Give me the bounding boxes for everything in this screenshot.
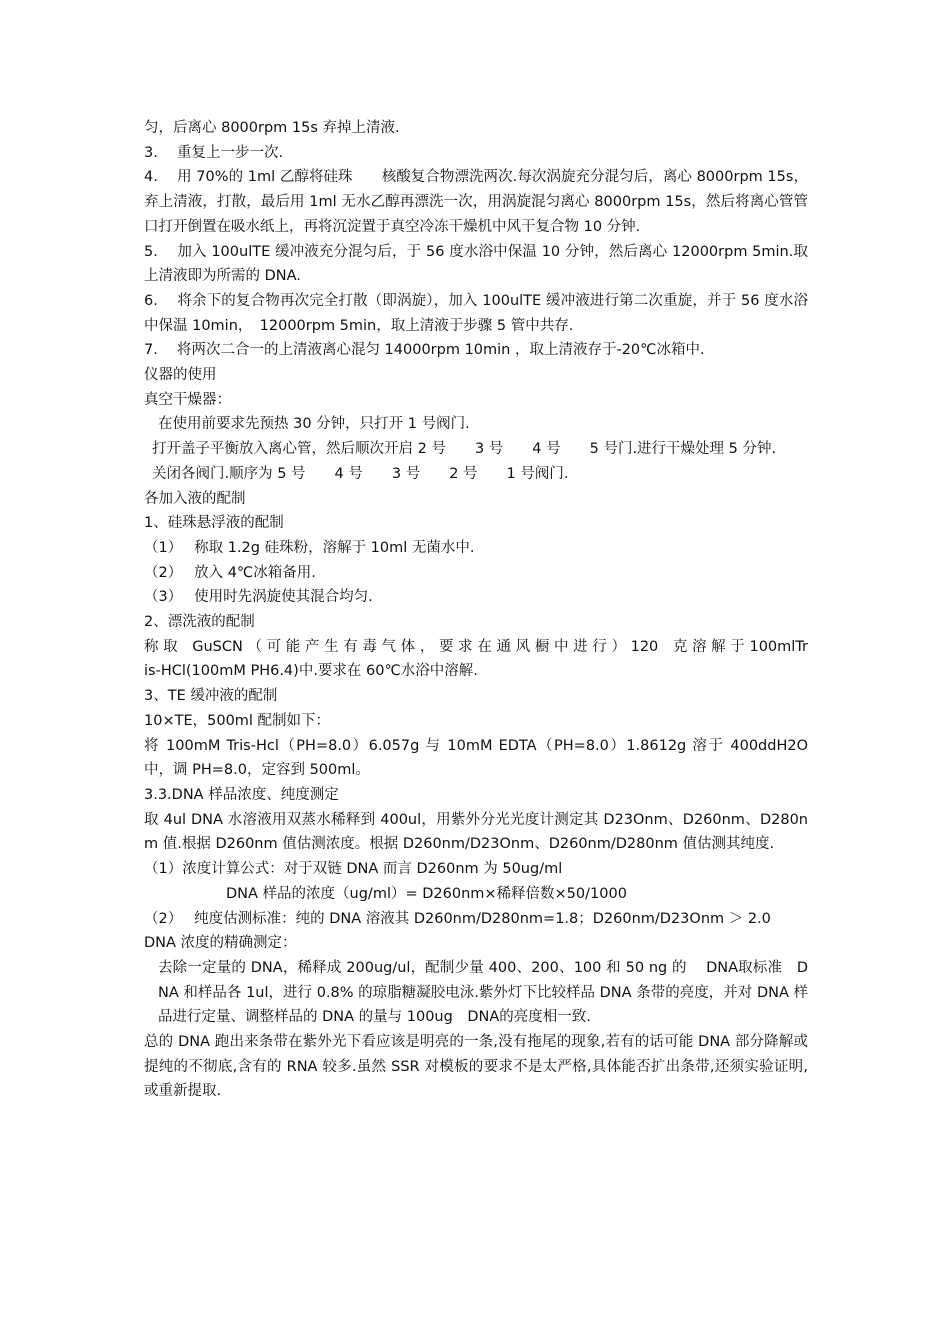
- step-5: 5. 加入 100ulTE 缓冲液充分混匀后，于 56 度水浴中保温 10 分钟，然后离心 12000rpm 5min.取上清液即为所需的 DNA.: [144, 243, 808, 285]
- silica-step-2: （2） 放入 4℃冰箱备用.: [144, 564, 316, 581]
- wash-solution-text: 称 取 GuSCN （ 可 能 产 生 有 毒 气 体 ， 要 求 在 通 风 橱 中 进 行 ） 120 克 溶 解 于 100mlTris-HCl(100mM PH6.4)中.要求在 60℃水浴中溶解.: [144, 638, 808, 680]
- subheading-wash-solution: 2、漂洗液的配制: [144, 614, 255, 631]
- step-4: 4. 用 70%的 1ml 乙醇将硅珠 核酸复合物漂洗两次.每次涡旋充分混匀后，离心 8000rpm 15s，弃上清液，打散，最后用 1ml 无水乙醇再漂洗一次，用涡旋混匀离心 8000rpm 15s，然后将离心管管口打开倒置在吸水纸上，再将沉淀置于真空冷冻干燥机中风干复合物 10 分钟.: [144, 169, 808, 235]
- paragraph-1: 匀，后离心 8000rpm 15s 弃掉上清液.: [144, 120, 400, 136]
- formula-intro: （1）浓度计算公式：对于双链 DNA 而言 D260nm 为 50ug/ml: [144, 861, 563, 878]
- step-7: 7. 将两次二合一的上清液离心混匀 14000rpm 10min ，取上清液存于-20℃冰箱中.: [144, 342, 705, 359]
- silica-step-3: （3） 使用时先涡旋使其混合均匀.: [144, 589, 373, 606]
- dryer-instruction-2: 打开盖子平衡放入离心管，然后顺次开启 2 号 3 号 4 号 5 号门.进行干燥处理 5 分钟.: [152, 441, 777, 458]
- dryer-instruction-3: 关闭各阀门.顺序为 5 号 4 号 3 号 2 号 1 号阀门.: [152, 465, 569, 482]
- subheading-vacuum-dryer: 真空干燥器：: [144, 391, 231, 408]
- step-6: 6. 将余下的复合物再次完全打散（即涡旋），加入 100ulTE 缓冲液进行第二次重旋，并于 56 度水浴中保温 10min， 12000rpm 5min，取上清液于步骤 5 管中共存.: [144, 292, 808, 334]
- subheading-precise-measurement: DNA 浓度的精确测定：: [144, 935, 297, 952]
- precise-measurement-text: 去除一定量的 DNA，稀释成 200ug/ul，配制少量 400、200、100 和 50 ng 的 DNA取标准 DNA 和样品各 1ul，进行 0.8% 的琼脂糖凝胶电泳.紫外灯下比较样品 DNA 条带的亮度，并对 DNA 样品进行定量、调整样品的 DNA 的量与 100ug DNA的亮度相一致.: [158, 959, 808, 1026]
- dryer-instruction-1: 在使用前要求先预热 30 分钟，只打开 1 号阀门.: [158, 416, 470, 433]
- section-heading-instrument: 仪器的使用: [144, 367, 217, 384]
- purity-standard: （2） 纯度估测标准：纯的 DNA 溶液其 D260nm/D280nm=1.8；D260nm/D23Onm ＞ 2.0: [144, 910, 771, 927]
- subheading-silica-suspension: 1、硅珠悬浮液的配制: [144, 515, 284, 532]
- section-heading-solutions: 各加入液的配制: [144, 490, 246, 507]
- te-buffer-intro: 10×TE，500ml 配制如下：: [144, 712, 331, 729]
- te-buffer-recipe: 将 100mM Tris-Hcl（PH=8.0）6.057g 与 10mM EDTA（PH=8.0）1.8612g 溶于 400ddH2O 中，调 PH=8.0，定容到 500ml。: [144, 737, 808, 779]
- silica-step-1: （1） 称取 1.2g 硅珠粉，溶解于 10ml 无菌水中.: [144, 539, 475, 556]
- subheading-dna-concentration: 3.3.DNA 样品浓度、纯度测定: [144, 786, 339, 803]
- document-body: [144, 116, 808, 1104]
- step-3: 3. 重复上一步一次.: [144, 144, 284, 161]
- dna-measurement-text: 取 4ul DNA 水溶液用双蒸水稀释到 400ul，用紫外分光光度计测定其 D23Onm、D260nm、D280nm 值.根据 D260nm 值估测浓度。根据 D260nm/D23Onm、D260nm/D280nm 值估测其纯度.: [144, 811, 808, 853]
- formula: DNA 样品的浓度（ug/ml）= D260nm×稀释倍数×50/1000: [226, 885, 627, 902]
- subheading-te-buffer: 3、TE 缓冲液的配制: [144, 688, 278, 705]
- conclusion-text: 总的 DNA 跑出来条带在紫外光下看应该是明亮的一条,没有拖尾的现象,若有的话可能 DNA 部分降解或提纯的不彻底,含有的 RNA 较多.虽然 SSR 对模板的要求不是太严格,具体能否扩出条带,还须实验证明,或重新提取.: [144, 1034, 808, 1100]
